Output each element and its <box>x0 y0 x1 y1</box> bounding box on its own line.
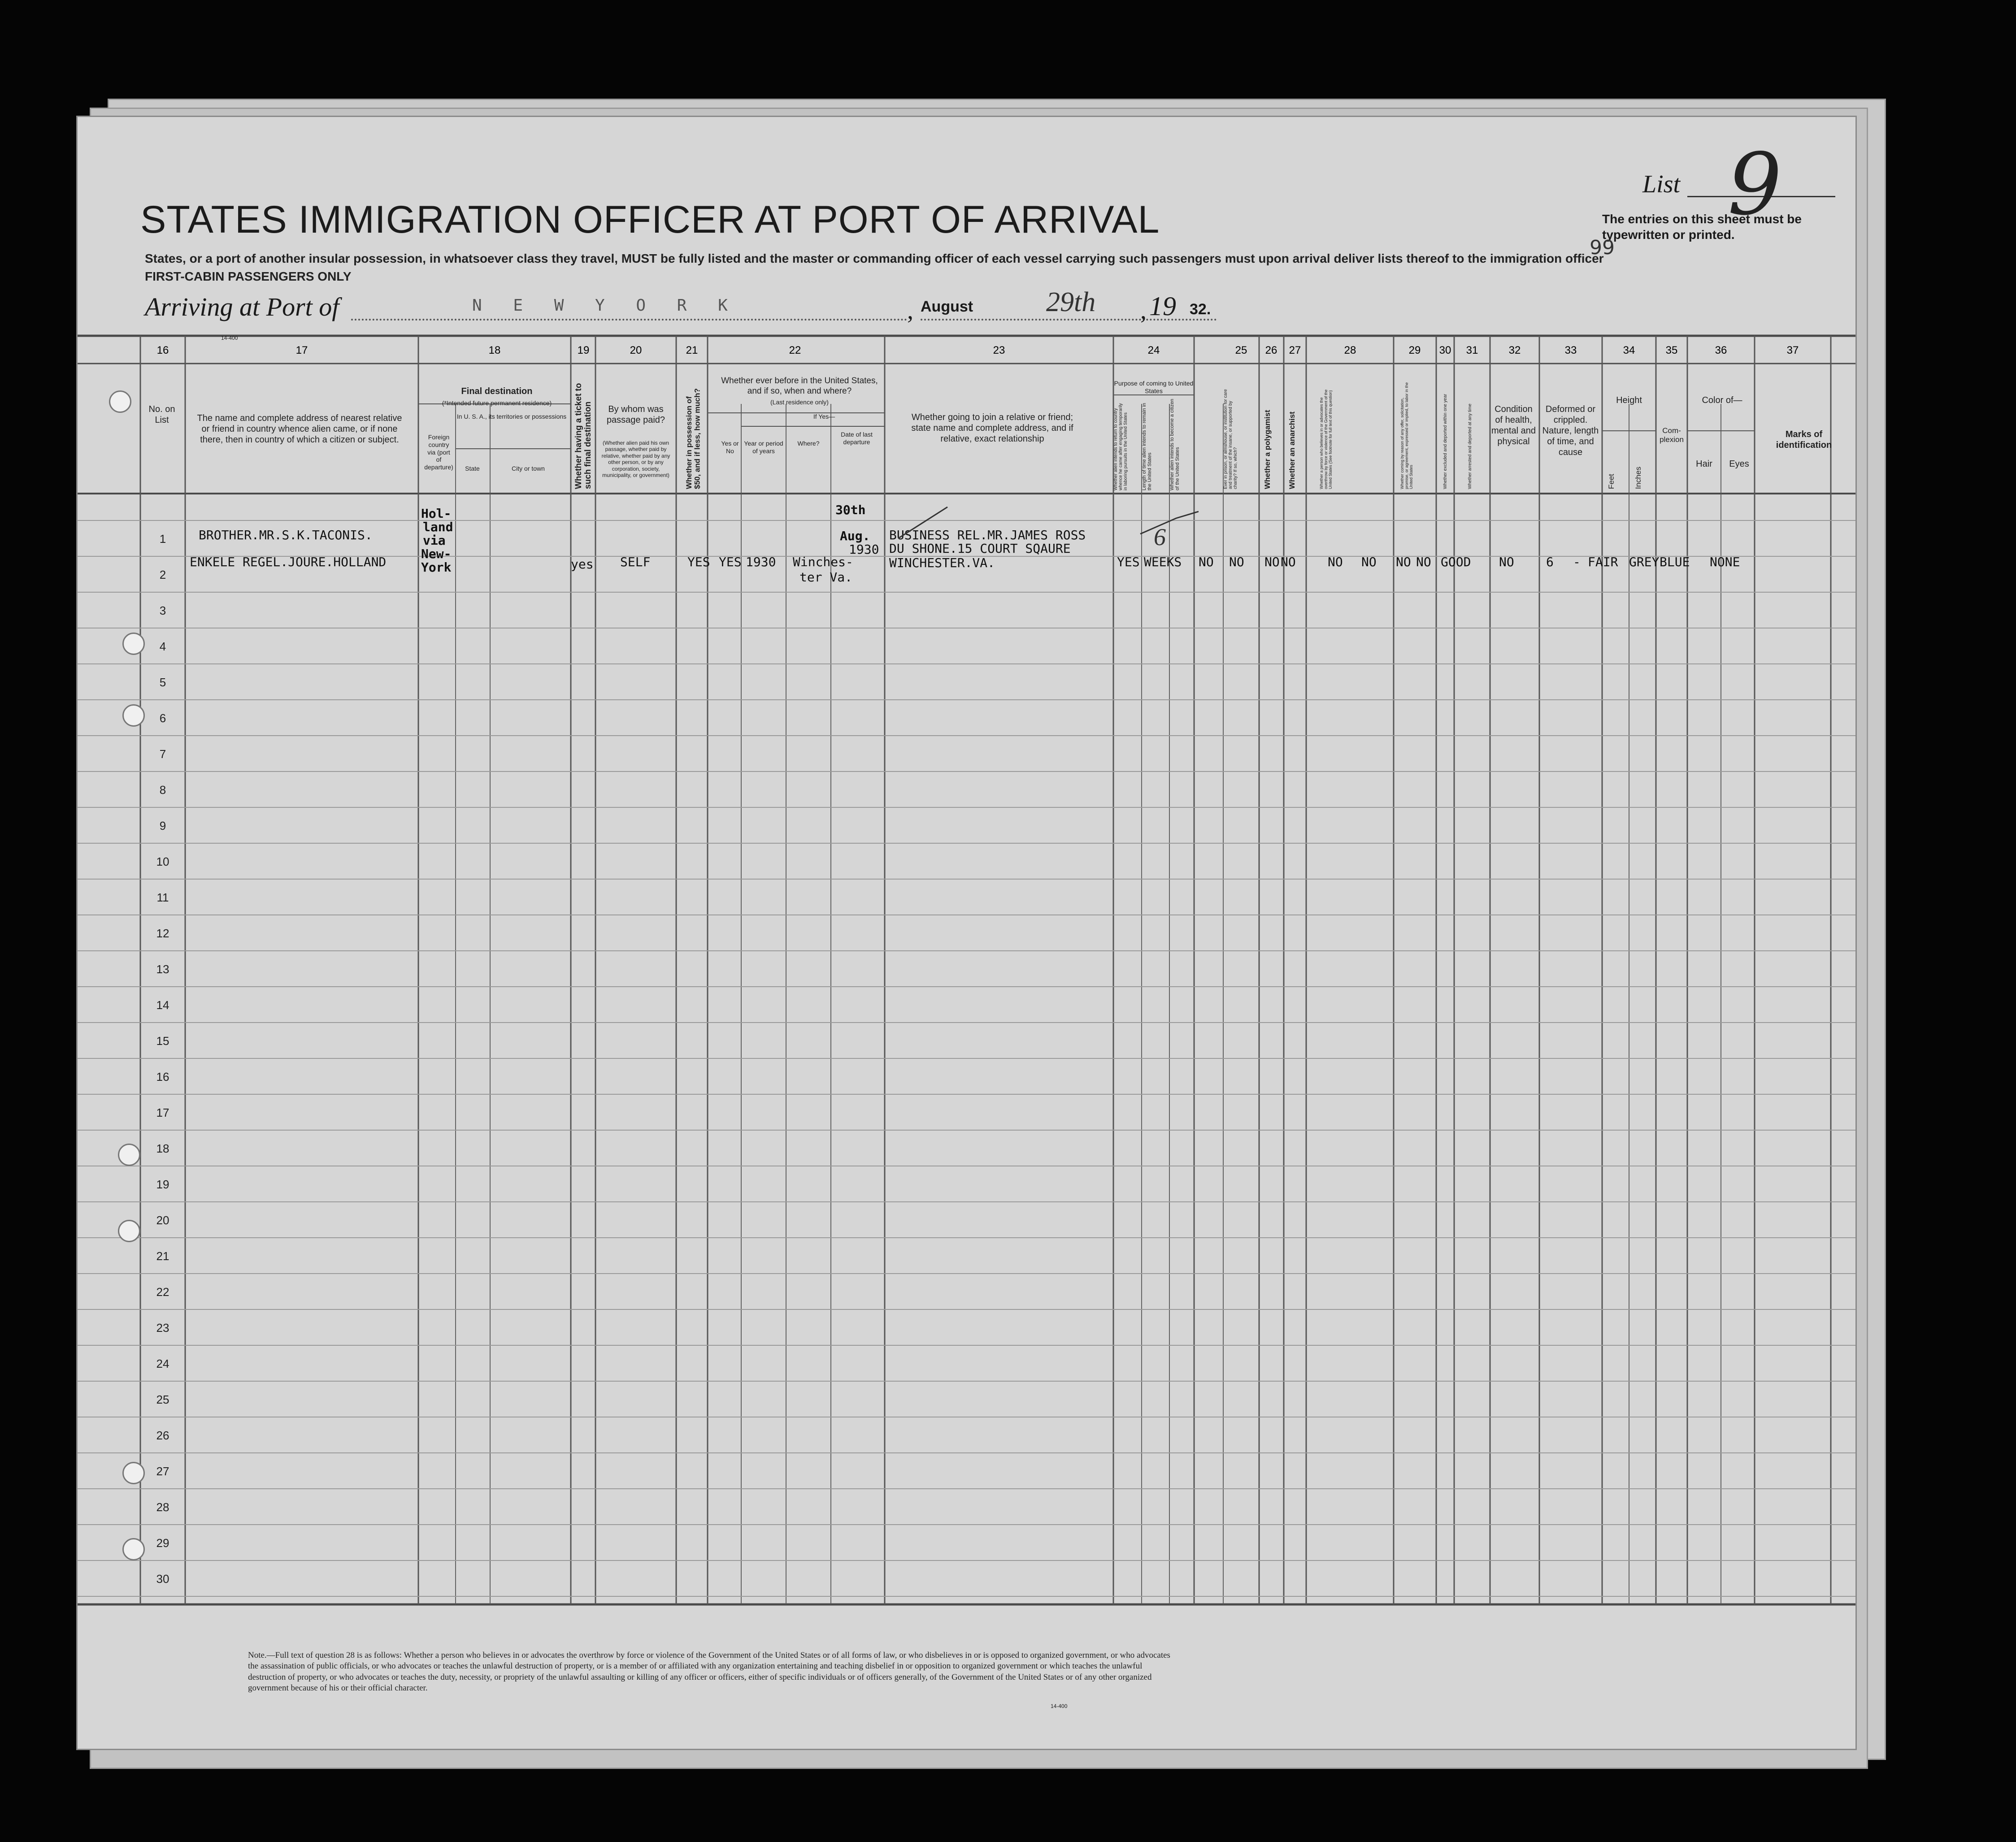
row-number: 4 <box>159 640 166 653</box>
row-number: 16 <box>156 1070 169 1084</box>
joining-line3: WINCHESTER.VA. <box>889 555 995 570</box>
col20-label: By whom was passage paid? <box>606 404 665 425</box>
row-number: 24 <box>156 1357 169 1370</box>
citizen-value: NO <box>1199 555 1214 569</box>
col31-label: Whether arrested and deported at any time <box>1468 403 1473 489</box>
comma: , <box>907 297 913 325</box>
manifest-sheet <box>76 116 1857 1750</box>
row-number: 8 <box>159 783 166 797</box>
row-number: 11 <box>156 891 169 904</box>
col24-length: Length of time alien intends to remain in the United States <box>1142 403 1153 490</box>
punch-hole <box>118 1144 140 1166</box>
row-number: 19 <box>156 1178 169 1191</box>
comma: , <box>1140 297 1147 325</box>
col24-label: Purpose of coming to United States <box>1114 380 1194 394</box>
col33-label: Deformed or crippled. Nature, length of time, and cause <box>1542 404 1599 457</box>
row-number: 10 <box>156 855 169 868</box>
col21-label: Whether in possession of $50, and if less, how much? <box>685 388 702 489</box>
complexion-value: FAIR <box>1588 555 1618 569</box>
foreign-country-line5: York <box>421 560 452 575</box>
column-number-23: 23 <box>993 344 1005 356</box>
where-line1: Winches- <box>793 555 853 569</box>
col18-state: State <box>465 465 480 472</box>
passage-paid-value: SELF <box>620 555 651 569</box>
col22-date: Date of last departure <box>841 431 873 446</box>
joining-line2: DU SHONE.15 COURT SQAURE <box>889 541 1071 556</box>
row-number: 3 <box>159 604 166 617</box>
relative-address-line1: BROTHER.MR.S.K.TACONIS. <box>199 528 373 542</box>
row-number: 30 <box>156 1572 169 1586</box>
col18-label: Final destination <box>461 386 533 396</box>
arrival-day: 29th <box>1046 287 1096 317</box>
col22-yesno: Yes or No <box>721 440 739 455</box>
entries-note: The entries on this sheet must be typewritten or printed. <box>1602 212 1802 242</box>
hair-value: GREY <box>1629 555 1660 569</box>
row-number: 6 <box>159 711 166 725</box>
excluded-value: NO <box>1396 555 1411 569</box>
purpose-return-value: YES <box>1117 555 1140 569</box>
column-number-37: 37 <box>1786 344 1799 356</box>
col36-label: Color of— <box>1702 395 1742 405</box>
length-handwritten: 6 <box>1154 524 1166 550</box>
col22-ifyes: If Yes— <box>813 413 835 420</box>
manifest-grid <box>78 117 1855 1749</box>
column-number-16: 16 <box>156 344 169 356</box>
row-number: 1 <box>159 532 166 546</box>
punch-hole <box>122 704 145 727</box>
row-number: 21 <box>156 1249 169 1263</box>
row-number: 7 <box>159 747 166 761</box>
foreign-country-line1: Hol- <box>421 506 452 521</box>
column-number-20: 20 <box>630 344 642 356</box>
row-number: 15 <box>156 1034 169 1048</box>
deported-value: NO <box>1416 555 1431 569</box>
col22-sublabel: (Last residence only) <box>770 399 829 406</box>
row-number: 17 <box>156 1106 169 1119</box>
last-departure-day: 30th <box>835 503 866 517</box>
col30-label: Whether excluded and deported within one year <box>1443 394 1448 489</box>
marks-value: NONE <box>1710 555 1740 569</box>
footnote: Note.—Full text of question 28 is as follows: Whether a person who believes in or advocates the overthrow by force or violence of the Government of the United States or of all forms of law, or who disbelieves in or is opposed to organized government, or who advocates the assassination of public officials, or who advocates or teaches the unlawful destruction of property, or is a member of or affiliated with any organization entertaining and teaching disbelief in or opposition to organized government or which teaches the unlawful destruction of property, or who advocates or teaches the duty, necessity, or propriety of the unlawful assaulting or killing of any officer or officers, either of specific individuals or of officers generally, of the Government of the United States or of any other organized government because of his or their official character. <box>248 1651 1170 1693</box>
instructions-line: States, or a port of another insular possession, in whatsoever class they travel, MUST be fully listed and the master or commanding officer of each vessel carrying such passengers must upon arrival deliver lists thereof to the immigration officer <box>145 251 1604 265</box>
col18-sublabel: (*Intended future permanent residence) <box>442 399 552 407</box>
row-number: 29 <box>156 1536 169 1550</box>
punch-hole <box>122 1538 145 1560</box>
row-number: 2 <box>159 568 166 581</box>
length-of-stay-value: WEEKS <box>1144 555 1182 569</box>
arrival-month: August <box>921 298 973 315</box>
col19-label: Whether having a ticket to such final destination <box>574 383 593 489</box>
year-prefix: 19 <box>1149 291 1176 321</box>
prison-value: NO <box>1229 555 1244 569</box>
col18-usa: In U. S. A., its territories or possessions <box>456 413 567 420</box>
col28-label: Whether a person who believes in or advocates the overthrow by force or violence of the Government of the United States (See footnote for full text of this question) <box>1319 389 1333 489</box>
col20-sublabel: (Whether alien paid his own passage, whether paid by relative, whether paid by any other person, or by any corporation, society, municipality, or government) <box>601 440 670 478</box>
anarchist-value: NO <box>1281 555 1296 569</box>
footnote-code: 14-400 <box>1051 1703 1068 1709</box>
col29-label: Whether coming by reason of any offer, solicitation, promise, or agreement, expressed or implied, to labor in the United States <box>1400 382 1413 489</box>
ticket-value: yes <box>571 557 594 572</box>
col36-hair: Hair <box>1696 459 1712 469</box>
check-marks <box>885 494 1199 547</box>
last-departure-year: 1930 <box>849 542 879 557</box>
row-number: 18 <box>156 1142 169 1155</box>
column-number-36: 36 <box>1715 344 1727 356</box>
column-number-24: 24 <box>1147 344 1160 356</box>
year-suffix: 32. <box>1190 301 1211 318</box>
column-number-26: 26 <box>1265 344 1277 356</box>
col18-city: City or town <box>512 465 545 472</box>
port-name: N E W Y O R K <box>472 296 739 315</box>
row-number: 25 <box>156 1393 169 1406</box>
foreign-country-line3: via <box>423 533 446 548</box>
height-feet-value: 6 <box>1546 555 1554 569</box>
list-number: 9 <box>1728 135 1782 234</box>
col35-label: Com- plexion <box>1660 426 1684 444</box>
column-number-32: 32 <box>1508 344 1521 356</box>
row-number: 13 <box>156 962 169 976</box>
row-number: 12 <box>156 927 169 940</box>
page-title: STATES IMMIGRATION OFFICER AT PORT OF ARRIVAL <box>140 198 1160 241</box>
height-inches-value: - <box>1573 555 1581 569</box>
col18-foreign: Foreign country via (port of departure) <box>424 433 453 471</box>
stamp-number: 99 <box>1590 236 1615 259</box>
column-number-34: 34 <box>1623 344 1635 356</box>
foreign-country-line2: land <box>423 520 453 534</box>
last-departure-month: Aug. <box>840 529 870 543</box>
col22-where: Where? <box>797 440 820 447</box>
col17-label: The name and complete address of nearest relative or friend in country whence alien came, or if none there, then in country of which a citizen or subject. <box>197 413 402 445</box>
where-line2: ter Va. <box>799 570 853 585</box>
column-number-19: 19 <box>577 344 590 356</box>
arriving-label: Arriving at Port of <box>145 292 339 321</box>
list-label: List <box>1642 170 1681 198</box>
year-value: 1930 <box>746 555 776 569</box>
punch-hole <box>109 390 131 413</box>
col32-label: Condition of health, mental and physical <box>1491 404 1536 446</box>
relative-address-line2: ENKELE REGEL.JOURE.HOLLAND <box>190 555 387 569</box>
col16-label: No. on List <box>148 404 175 425</box>
row-number: 14 <box>156 998 169 1012</box>
before-in-us-value: YES <box>719 555 742 569</box>
deformed-value: NO <box>1499 555 1514 569</box>
row-number: 23 <box>156 1321 169 1335</box>
col22-label: Whether ever before in the United States, and if so, when and where? <box>721 376 878 396</box>
col24-return: Whether alien intends to return to country whence he came after engaging temporarily in laboring pursuits in the United States <box>1113 403 1128 490</box>
column-number-27: 27 <box>1289 344 1301 356</box>
col34-inches: Inches <box>1634 466 1642 489</box>
joining-line1: BUSINESS REL.MR.JAMES ROSS <box>889 528 1086 542</box>
form-code: 14-400 <box>221 335 238 341</box>
labor-offer-value: NO <box>1361 555 1377 569</box>
column-number-31: 31 <box>1466 344 1478 356</box>
row-number: 9 <box>159 819 166 832</box>
column-number-28: 28 <box>1344 344 1356 356</box>
column-number-29: 29 <box>1408 344 1421 356</box>
punch-hole <box>118 1220 140 1242</box>
col24-citizen: Whether alien intends to become a citizen of the United States <box>1169 399 1181 490</box>
row-number: 22 <box>156 1285 169 1299</box>
health-value: GOOD <box>1441 555 1471 569</box>
row-number: 5 <box>159 676 166 689</box>
money-value: YES <box>687 555 710 569</box>
eyes-value: BLUE <box>1660 555 1690 569</box>
column-number-33: 33 <box>1564 344 1577 356</box>
col34-feet: Feet <box>1607 473 1616 489</box>
col27-label: Whether an anarchist <box>1288 412 1296 489</box>
col23-label: Whether going to join a relative or friend; state name and complete address, and if relative, exact relationship <box>911 412 1073 444</box>
column-number-22: 22 <box>789 344 801 356</box>
polygamist-value: NO <box>1264 555 1280 569</box>
column-number-18: 18 <box>488 344 501 356</box>
row-number: 20 <box>156 1214 169 1227</box>
overthrow-value: NO <box>1328 555 1343 569</box>
row-number: 27 <box>156 1465 169 1478</box>
col22-year: Year or period of years <box>744 440 783 455</box>
col37-label: Marks of identification <box>1776 429 1832 450</box>
punch-hole <box>122 633 145 655</box>
row-number: 26 <box>156 1429 169 1442</box>
col25-label: Ever in prison, or almshouse, or institution for care and treatment of the insane, or supported by charity? If so, which? <box>1223 389 1238 489</box>
column-number-30: 30 <box>1439 344 1451 356</box>
passenger-class: FIRST-CABIN PASSENGERS ONLY <box>145 269 352 283</box>
col36-eyes: Eyes <box>1729 459 1749 469</box>
col26-label: Whether a polygamist <box>1263 410 1272 489</box>
column-number-17: 17 <box>295 344 308 356</box>
column-number-25: 25 <box>1235 344 1247 356</box>
column-number-21: 21 <box>686 344 698 356</box>
punch-hole <box>122 1462 145 1484</box>
column-number-35: 35 <box>1665 344 1678 356</box>
col34-label: Height <box>1616 395 1642 405</box>
row-number: 28 <box>156 1500 169 1514</box>
foreign-country-line4: New- <box>421 546 452 561</box>
